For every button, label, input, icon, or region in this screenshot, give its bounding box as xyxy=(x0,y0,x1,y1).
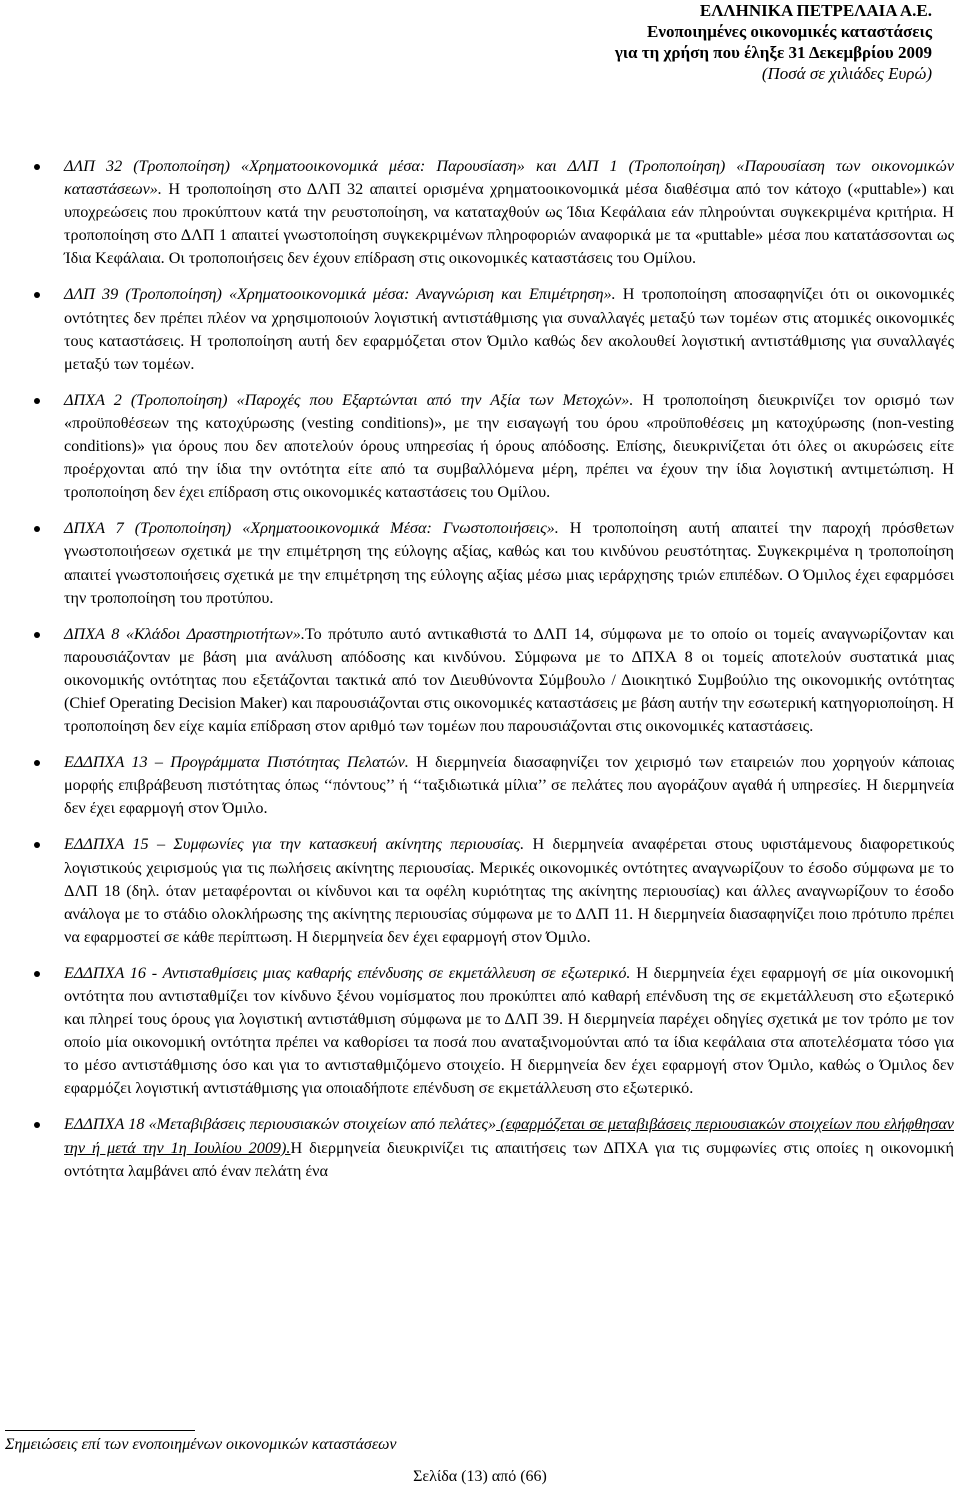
standards-list xyxy=(64,155,954,1196)
item-title: ΔΠΧΑ 8 «Κλάδοι Δραστηριοτήτων». xyxy=(64,624,305,643)
bullet-icon xyxy=(34,398,40,404)
footer-note: Σημειώσεις επί των ενοποιημένων οικονομικών καταστάσεων xyxy=(5,1436,397,1453)
item-subtitle: (εφαρμόζεται σε μεταβιβάσεις περιουσιακών στοιχείων που ελήφθησαν την ή μετά την 1η Ιουλίου 2009). xyxy=(64,1115,954,1157)
item-title: ΔΛΠ 32 (Τροποποίηση) «Χρηματοοικονομικά μέσα: Παρουσίαση» και ΔΛΠ 1 (Τροποποίηση) «Παρουσίαση των οικονομικών καταστάσεων». xyxy=(64,157,954,199)
item-body: Η τροποποίηση αποσαφηνίζει ότι οι οικονομικές οντότητες δεν πρέπει πλέον να χρησιμοποιούν λογιστική αντιστάθμισης για συναλλαγές μεταξύ των τομέων στις ατομικές οικονομικές τους καταστάσεις. Η τροποποίηση αυτή δεν εφαρμόζεται στον Όμιλο καθώς δεν ακολουθεί λογιστική αντιστάθμισης για συναλλαγές μεταξύ των τομέων. xyxy=(64,285,954,373)
currency-note: (Ποσά σε χιλιάδες Ευρώ) xyxy=(761,64,932,83)
footer-divider xyxy=(5,1430,195,1431)
bullet-icon xyxy=(34,842,40,848)
company-name: ΕΛΛΗΝΙΚΑ ΠΕΤΡΕΛΑΙΑ Α.Ε. xyxy=(699,1,932,20)
page-number: Σελίδα (13) από (66) xyxy=(413,1468,547,1485)
document-header xyxy=(615,0,932,84)
item-title: ΔΠΧΑ 7 (Τροποποίηση) «Χρηματοοικονομικά Μέσα: Γνωστοποιήσεις». xyxy=(64,519,559,538)
item-body: Η διερμηνεία διασαφηνίζει τον χειρισμό των εταιρειών που χορηγούν κάποιας μορφής επιβράβευση πιστότητας όπως ‘‘πόντους’’ ή ‘‘ταξιδιωτικά μίλια’’ σε πελάτες που αγοράζουν αγαθά ή υπηρεσίες. Η διερμηνεία δεν έχει εφαρμογή στον Όμιλο. xyxy=(64,753,954,818)
bullet-icon xyxy=(34,526,40,532)
item-body: Η διερμηνεία αναφέρεται στους υφιστάμενους διαφορετικούς λογιστικούς χειρισμούς για τις πωλήσεις ακίνητης περιουσίας. Μερικές οικονομικές οντότητες αναγνωρίζουν το έσοδο σύμφωνα με το ΔΛΠ 18 (δηλ. όταν μεταφέρονται οι κίνδυνοι και τα οφέλη κυριότητας της ακίνητης περιουσίας) και άλλες αναγνωρίζουν το έσοδο ανάλογα με το στάδιο ολοκλήρωσης της ακίνητης περιουσίας σύμφωνα με το ΔΛΠ 11. Η διερμηνεία διασαφηνίζει ποιο πρότυπο πρέπει να εφαρμοστεί σε κάθε περίπτωση. Η διερμηνεία δεν έχει εφαρμογή στον Όμιλο. xyxy=(64,835,954,946)
bullet-icon xyxy=(34,971,40,977)
item-body: Η τροποποίηση διευκρινίζει τον ορισμό των «προϋποθέσεων της κατοχύρωσης (vesting conditions)», με την εισαγωγή του όρου «προϋποθέσεις μη κατοχύρωσης (non-vesting conditions)» για όρους που δεν αποτελούν όρους υπηρεσίας ή όρους απόδοσης. Επίσης, διευκρινίζεται ότι όλες οι ακυρώσεις είτε προέρχονται από την ίδια την οντότητα είτε από τα συμβαλλόμενα μέρη, πρέπει να έχουν την ίδια λογιστική αντιμετώπιση. Η τροποποίηση δεν έχει επίδραση στις οικονομικές καταστάσεις του Ομίλου. xyxy=(64,390,954,502)
statements-title: Ενοποιημένες οικονομικές καταστάσεις xyxy=(647,22,932,41)
bullet-icon xyxy=(34,760,40,766)
list-item xyxy=(64,389,954,504)
item-title: ΕΔΔΠΧΑ 16 - Αντισταθμίσεις μιας καθαρής επένδυσης σε εκμετάλλευση σε εξωτερικό. xyxy=(64,963,631,982)
item-title: ΔΠΧΑ 2 (Τροποποίηση) «Παροχές που Εξαρτώνται από την Αξία των Μετοχών». xyxy=(64,390,634,409)
bullet-icon xyxy=(34,1122,40,1128)
list-item xyxy=(64,833,954,948)
item-title: ΕΔΔΠΧΑ 13 – Προγράμματα Πιστότητας Πελατών. xyxy=(64,753,409,772)
item-title: ΔΛΠ 39 (Τροποποίηση) «Χρηματοοικονομικά μέσα: Αναγνώριση και Επιμέτρηση». xyxy=(64,285,616,304)
item-title: ΕΔΔΠΧΑ 18 «Μεταβιβάσεις περιουσιακών στοιχείων από πελάτες» xyxy=(64,1115,497,1134)
bullet-icon xyxy=(34,632,40,638)
item-title: ΕΔΔΠΧΑ 15 – Συμφωνίες για την κατασκευή ακίνητης περιουσίας. xyxy=(64,835,525,854)
list-item xyxy=(64,751,954,820)
item-body: Η διερμηνεία διευκρινίζει τις απαιτήσεις των ΔΠΧΑ για τις συμφωνίες στις οποίες η οικονομική οντότητα λαμβάνει από έναν πελάτη ένα xyxy=(64,1138,954,1180)
item-body: Η τροποποίηση στο ΔΛΠ 32 απαιτεί ορισμένα χρηματοοικονομικά μέσα διαθέσιμα από τον κάτοχο («puttable») και υποχρεώσεις που προκύπτουν κατά την ρευστοποίηση, να καταταχθούν ως Ίδια Κεφάλαια εάν πληρούνται συγκεκριμένα κριτήρια. Η τροποποίηση στο ΔΛΠ 1 απαιτεί γνωστοποίηση συγκεκριμένων πληροφοριών αναφορικά με τα «puttable» μέσα που κατατάσσονται ως Ίδια Κεφάλαια. Οι τροποποιήσεις δεν έχουν επίδραση στις οικονομικές καταστάσεις του Ομίλου. xyxy=(64,180,954,268)
bullet-icon xyxy=(34,292,40,298)
list-item xyxy=(64,155,954,270)
list-item xyxy=(64,517,954,609)
period-title: για τη χρήση που έληξε 31 Δεκεμβρίου 2009 xyxy=(614,43,932,62)
bullet-icon xyxy=(34,164,40,170)
item-body: Το πρότυπο αυτό αντικαθιστά το ΔΛΠ 14, σύμφωνα με το οποίο οι τομείς αναγνωρίζονταν και παρουσιάζονταν με βάση μια ανάλυση απόδοσης και κινδύνου. Σύμφωνα με το ΔΠΧΑ 8 οι τομείς αποτελούν συστατικά μιας οικονομικής οντότητας που εξετάζονται τακτικά από τον Διευθύνοντα Σύμβουλο / Διοικητικό Συμβούλιο της οικονομικής οντότητας (Chief Operating Decision Maker) και παρουσιάζονται στις οικονομικές καταστάσεις με βάση αυτήν την εσωτερική κατηγοριοποίηση. Η τροποποίηση δεν είχε καμία επίδραση στον αριθμό των τομέων που παρουσιάζονται στις οικονομικές καταστάσεις. xyxy=(64,624,954,736)
list-item xyxy=(64,1113,954,1182)
list-item xyxy=(64,623,954,738)
item-body: Η διερμηνεία έχει εφαρμογή σε μία οικονομική οντότητα που αντισταθμίζει τον κίνδυνο ξένου νομίσματος που προκύπτει από καθαρή επένδυση της σε εκμετάλλευση στο εξωτερικό και πληρεί τους όρους για λογιστική αντιστάθμιση σύμφωνα με το ΔΛΠ 39. Η διερμηνεία παρέχει οδηγίες σχετικά με τον τρόπο με τον οποίο μία οικονομική οντότητα πρέπει να καθορίσει τα ποσά που αναταξινομούνται από τα ίδια κεφάλαια στα αποτελέσματα τόσο για το μέσο αντιστάθμισης όσο και για το αντισταθμιζόμενο στοιχείο. Η διερμηνεία δεν έχει εφαρμογή στον Όμιλο, καθώς ο Όμιλος δεν εφαρμόζει λογιστική αντιστάθμισης για οποιαδήποτε επένδυση σε εκμετάλλευση στο εξωτερικό. xyxy=(64,963,954,1098)
list-item xyxy=(64,962,954,1101)
item-body: Η τροποποίηση αυτή απαιτεί την παροχή πρόσθετων γνωστοποιήσεων σχετικά με την επιμέτρηση της εύλογης αξίας, καθώς και του κινδύνου ρευστότητας. Συγκεκριμένα η τροποποίηση απαιτεί γνωστοποιήσεις σχετικά με την επιμέτρηση της εύλογης αξίας μέσω μιας ιεράρχησης τριών επιπέδων. Ο Όμιλος έχει εφαρμόσει την τροποποίηση του προτύπου. xyxy=(64,519,954,607)
list-item xyxy=(64,283,954,375)
